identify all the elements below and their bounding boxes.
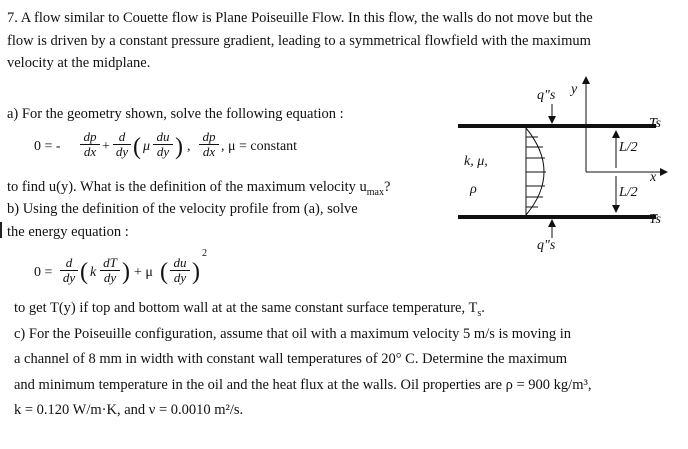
half-height-top: L/2 — [619, 140, 638, 155]
eq-b-k: k — [90, 265, 97, 280]
eq-a-rhs-dpdx: $\frac{dp}{dx}$ — [199, 130, 219, 159]
eq-a-plus: + — [102, 139, 110, 154]
eq-b-rparen: ) — [122, 259, 130, 285]
bottom-wall-temp: Ts — [649, 212, 661, 227]
part-c-line-3: and minimum temperature in the oil and the heat flux at the walls. Oil properties are ρ = 900 kg/m³, — [14, 377, 592, 393]
eq-a-rparen: ) — [175, 134, 183, 160]
intro-line-1: 7. A flow similar to Couette flow is Plane Poiseuille Flow. In this flow, the walls do not move but the — [7, 10, 593, 26]
eq-b-plus-mu: + μ — [134, 265, 153, 280]
heat-flux-bottom-label: q"s — [537, 238, 556, 253]
eq-a-dpdx: $\frac{dp}{dx}$ — [80, 130, 100, 159]
fluid-density: ρ — [470, 182, 477, 197]
intro-line-2: flow is driven by a constant pressure gradient, leading to a symmetrical flowfield with the maximum — [7, 33, 591, 49]
part-c-line-2: a channel of 8 mm in width with constant wall temperatures of 20° C. Determine the maximum — [14, 351, 568, 367]
fluid-props: k, μ, — [464, 154, 488, 169]
intro-line-3: velocity at the midplane. — [7, 55, 151, 71]
heat-flux-top-label: q"s — [537, 88, 556, 103]
part-b-line-2: the energy equation : — [7, 224, 129, 240]
part-b-result: to get T(y) if top and bottom wall at at the same constant surface temperature, $T_s$. — [14, 300, 485, 319]
velocity-profile — [526, 128, 544, 215]
eq-a-ddy: $\frac{d}{dy}$ — [113, 130, 131, 159]
eq-a-lparen: ( — [133, 134, 141, 160]
eq-b-square: 2 — [202, 248, 207, 259]
eq-a-constant: , μ = constant — [221, 139, 298, 154]
eq-b-lparen2: ( — [160, 259, 168, 285]
eq-b-rparen2: ) — [192, 259, 200, 285]
y-axis-label: y — [571, 82, 578, 97]
velocity-arrows — [526, 137, 546, 207]
part-a-find: to find u(y). What is the definition of the maximum velocity $u_{max}$? — [7, 179, 391, 198]
part-a-prompt: a) For the geometry shown, solve the following equation : — [7, 106, 344, 122]
left-margin-mark — [0, 222, 2, 238]
part-c-line-1: c) For the Poiseuille configuration, assume that oil with a maximum velocity 5 m/s is moving in — [14, 326, 571, 342]
eq-a-comma: , — [187, 139, 191, 154]
top-wall-temp: Ts — [649, 116, 661, 131]
part-b-line-1: b) Using the definition of the velocity profile from (a), solve — [7, 201, 358, 217]
eq-b-dTdy: $\frac{dT}{dy}$ — [100, 256, 120, 285]
eq-b-ddy: $\frac{d}{dy}$ — [60, 256, 78, 285]
part-c-line-4: k = 0.120 W/m·K, and ν = 0.0010 m²/s. — [14, 402, 244, 418]
eq-b-lparen: ( — [80, 259, 88, 285]
eq-a-mu: μ — [143, 139, 151, 154]
eq-b-lhs: 0 = — [34, 265, 53, 280]
eq-b-dudy: $\frac{du}{dy}$ — [170, 256, 190, 285]
x-axis-label: x — [650, 170, 657, 185]
half-height-bottom: L/2 — [619, 185, 638, 200]
eq-a-lhs: 0 = - — [34, 139, 61, 154]
eq-a-dudy: $\frac{du}{dy}$ — [153, 130, 173, 159]
